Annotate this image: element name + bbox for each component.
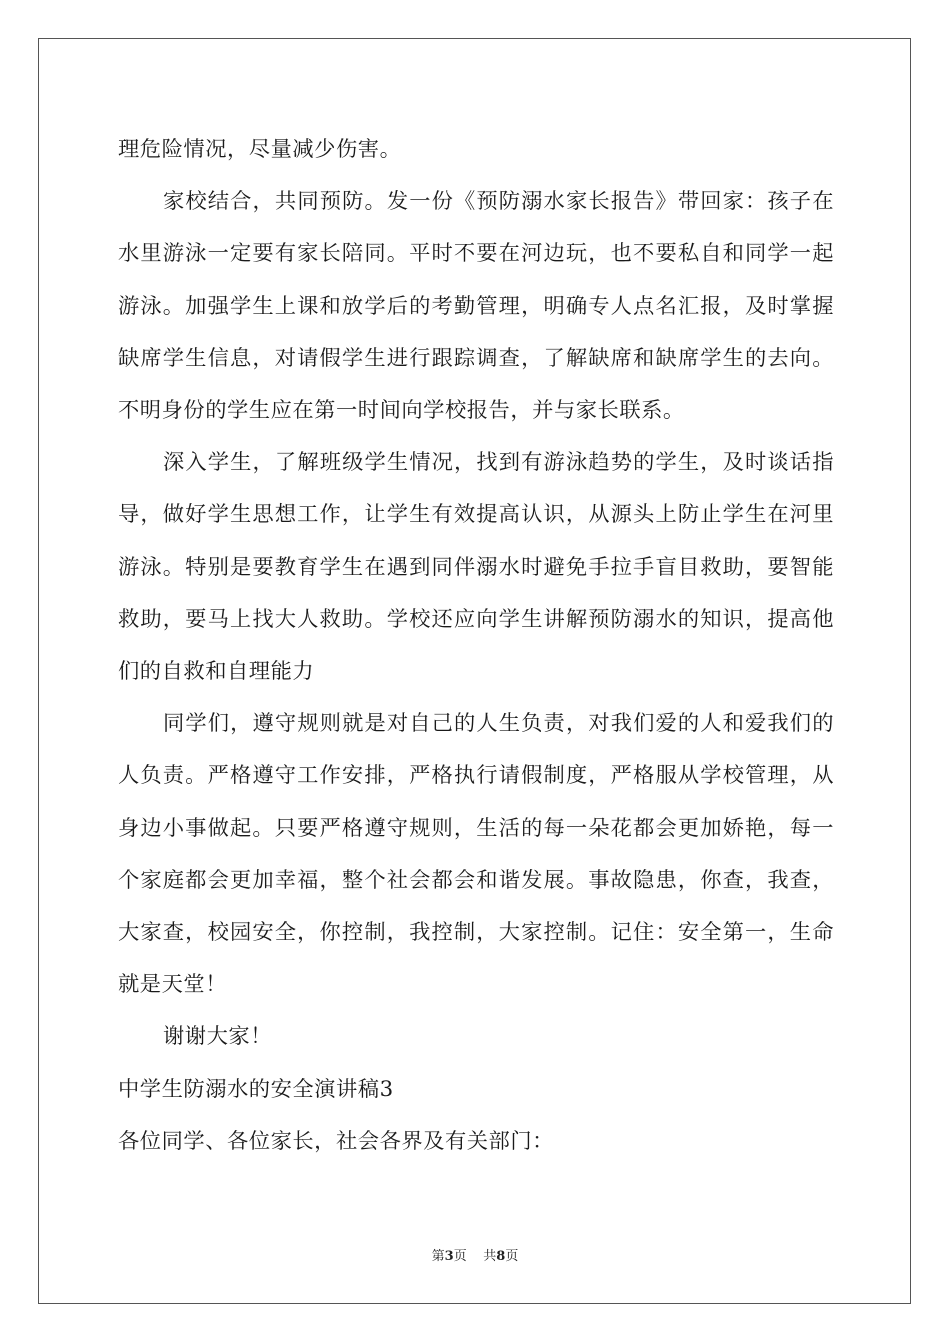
salutation: 各位同学、各位家长，社会各界及有关部门： (118, 1128, 554, 1154)
total-suffix: 页 (505, 1249, 519, 1264)
paragraph-1: 理危险情况，尽量减少伤害。 (118, 137, 402, 162)
page-number: 3 (444, 1249, 454, 1264)
section-heading: 中学生防溺水的安全演讲稿3 (118, 1076, 394, 1102)
paragraph-closing: 谢谢大家！ (163, 1024, 272, 1050)
paragraph-3: 深入学生，了解班级学生情况，找到有游泳趋势的学生，及时谈话指导，做好学生思想工作，让学生有效提高认识，从源头上防止学生在河里游泳。特别是要教育学生在遇到同伴溺水时避免手拉手盲目救助，要智能救助，要马上找大人救助。学校还应向学生讲解预防溺水的知识，提高他们的自救和自理能力 (118, 450, 834, 685)
document-body (118, 124, 834, 1168)
paragraph-4: 同学们，遵守规则就是对自己的人生负责，对我们爱的人和爱我们的人负责。严格遵守工作安排，严格执行请假制度，严格服从学校管理，从身边小事做起。只要严格遵守规则，生活的每一朵花都会更加娇艳，每一个家庭都会更加幸福，整个社会都会和谐发展。事故隐患，你查，我查，大家查，校园安全，你控制，我控制，大家控制。记住：安全第一，生命就是天堂！ (118, 711, 834, 998)
page-suffix: 页 (453, 1249, 467, 1264)
paragraph-2: 家校结合，共同预防。发一份《预防溺水家长报告》带回家：孩子在水里游泳一定要有家长陪同。平时不要在河边玩，也不要私自和同学一起游泳。加强学生上课和放学后的考勤管理，明确专人点名汇报，及时掌握缺席学生信息，对请假学生进行跟踪调查，了解缺席和缺席学生的去向。不明身份的学生应在第一时间向学校报告，并与家长联系。 (118, 189, 834, 424)
page-footer (0, 1245, 950, 1264)
total-prefix: 共 (483, 1249, 497, 1264)
total-pages: 8 (496, 1249, 506, 1264)
page-prefix: 第 (431, 1249, 445, 1264)
